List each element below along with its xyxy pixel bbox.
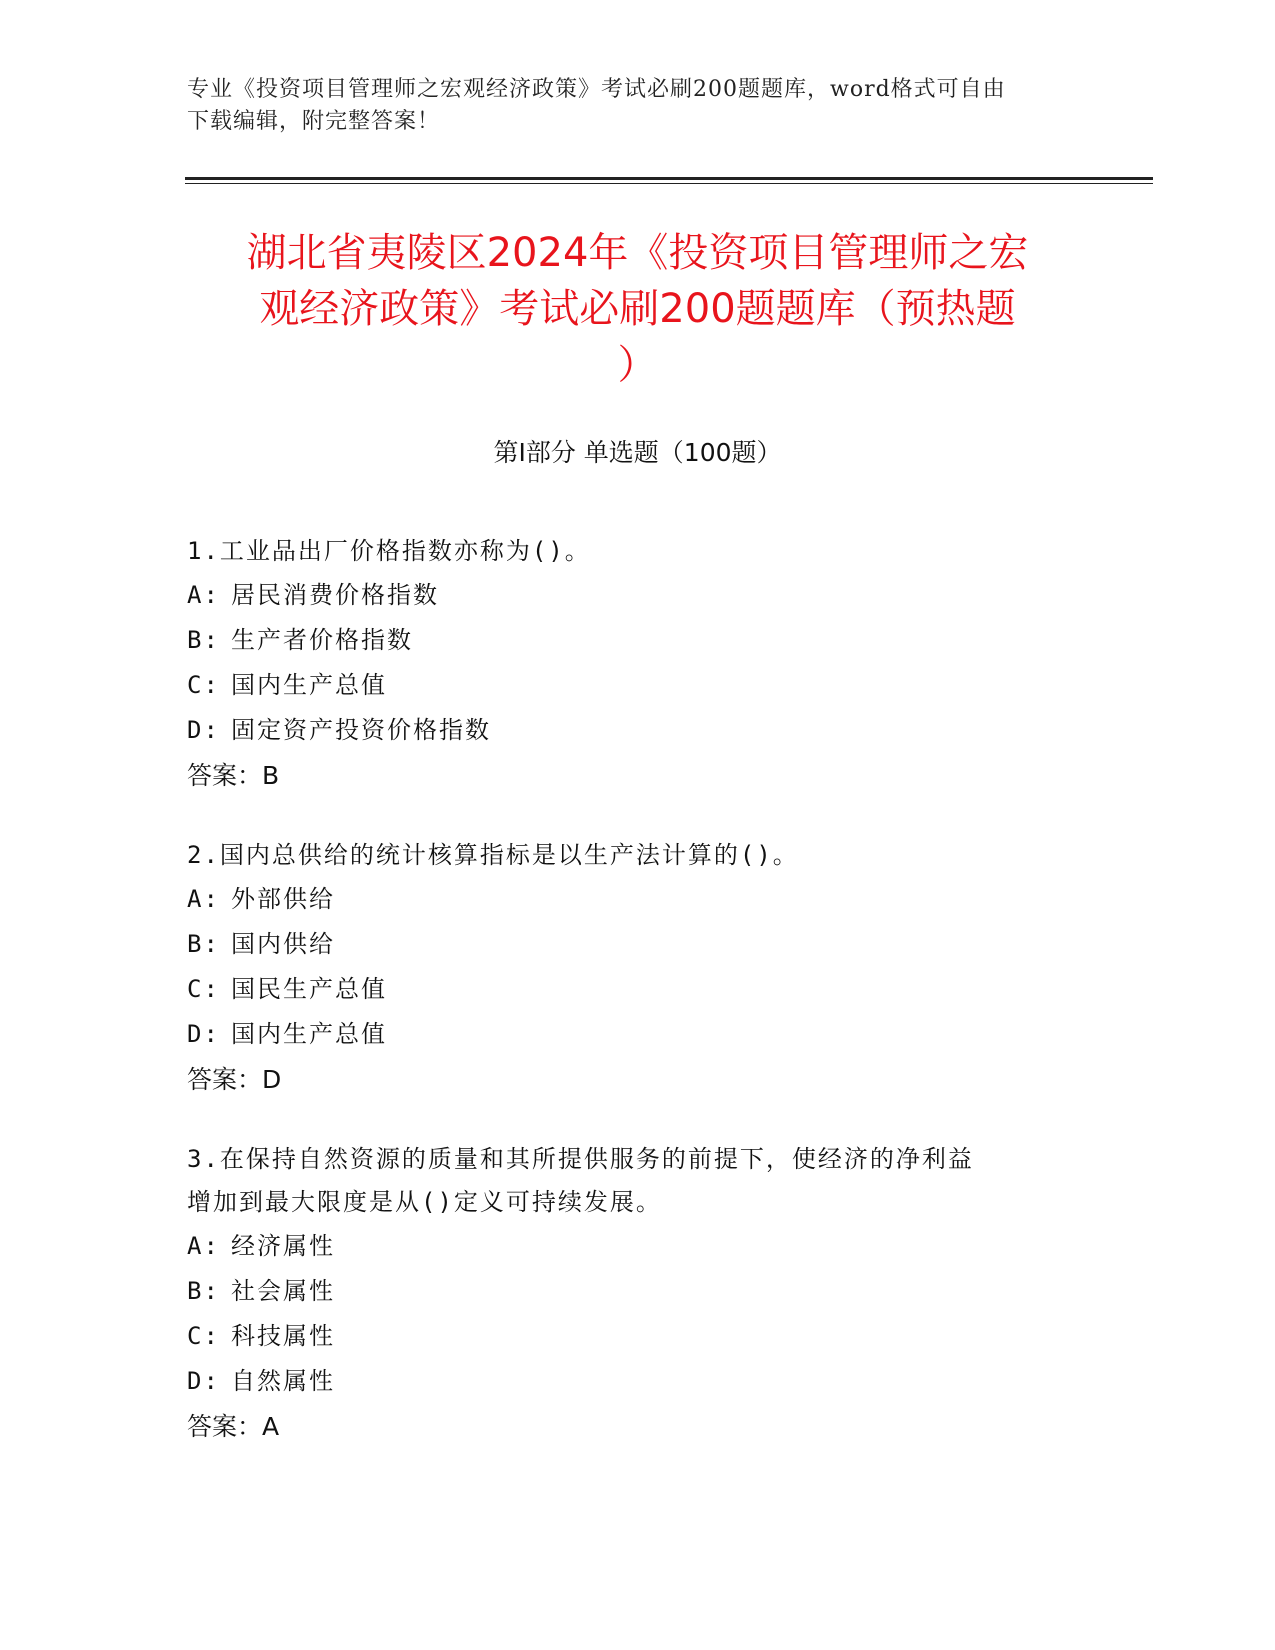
option-text: 自然属性 [231,1367,335,1395]
option-text: 居民消费价格指数 [231,581,439,609]
title-line-3: ） [617,342,658,388]
option-b [187,618,1087,663]
option-a [187,573,1087,618]
question-stem: 1.工业品出厂价格指数亦称为()。 [187,537,591,565]
option-a [187,877,1087,922]
title-line-1: 湖北省夷陵区2024年《投资项目管理师之宏 [246,230,1029,276]
option-letter: C: [187,671,220,699]
option-letter: A: [187,581,220,609]
option-text: 国内生产总值 [231,671,387,699]
option-c [187,1314,1087,1359]
option-b [187,1269,1087,1314]
option-text: 生产者价格指数 [231,626,413,654]
question-1 [187,530,1087,798]
intro-line-2: 下载编辑，附完整答案！ [187,109,441,134]
option-c [187,967,1087,1012]
option-letter: A: [187,1232,220,1260]
section-heading: 第Ⅰ部分 单选题（100题） [493,438,782,467]
intro-text [187,74,1067,138]
question-stem: 2.国内总供给的统计核算指标是以生产法计算的()。 [187,841,799,869]
option-letter: B: [187,930,220,958]
option-text: 经济属性 [231,1232,335,1260]
header-divider-thin [185,183,1153,184]
option-text: 国内生产总值 [231,1020,387,1048]
intro-line-1: 专业《投资项目管理师之宏观经济政策》考试必刷200题题库，word格式可自由 [187,77,1006,102]
answer-text: 答案：D [187,1065,282,1094]
option-letter: D: [187,1367,220,1395]
option-letter: A: [187,885,220,913]
document-title [175,225,1100,393]
question-list [187,530,1087,1485]
title-line-2: 观经济政策》考试必刷200题题库（预热题 [259,286,1016,332]
option-d [187,1359,1087,1404]
option-text: 外部供给 [231,885,335,913]
option-letter: D: [187,716,220,744]
option-letter: C: [187,1322,220,1350]
option-letter: B: [187,626,220,654]
option-d [187,1012,1087,1057]
question-2 [187,834,1087,1102]
answer-text: 答案：A [187,1412,280,1441]
option-text: 社会属性 [231,1277,335,1305]
option-letter: C: [187,975,220,1003]
option-text: 科技属性 [231,1322,335,1350]
header-divider-thick [185,177,1153,180]
option-letter: B: [187,1277,220,1305]
option-letter: D: [187,1020,220,1048]
question-stem-line-1: 3.在保持自然资源的质量和其所提供服务的前提下，使经济的净利益 [187,1145,974,1173]
question-3 [187,1138,1087,1449]
option-text: 国内供给 [231,930,335,958]
option-b [187,922,1087,967]
answer-text: 答案：B [187,761,280,790]
option-text: 国民生产总值 [231,975,387,1003]
option-text: 固定资产投资价格指数 [231,716,491,744]
option-d [187,708,1087,753]
option-a [187,1224,1087,1269]
question-stem-line-2: 增加到最大限度是从()定义可持续发展。 [187,1188,662,1216]
option-c [187,663,1087,708]
